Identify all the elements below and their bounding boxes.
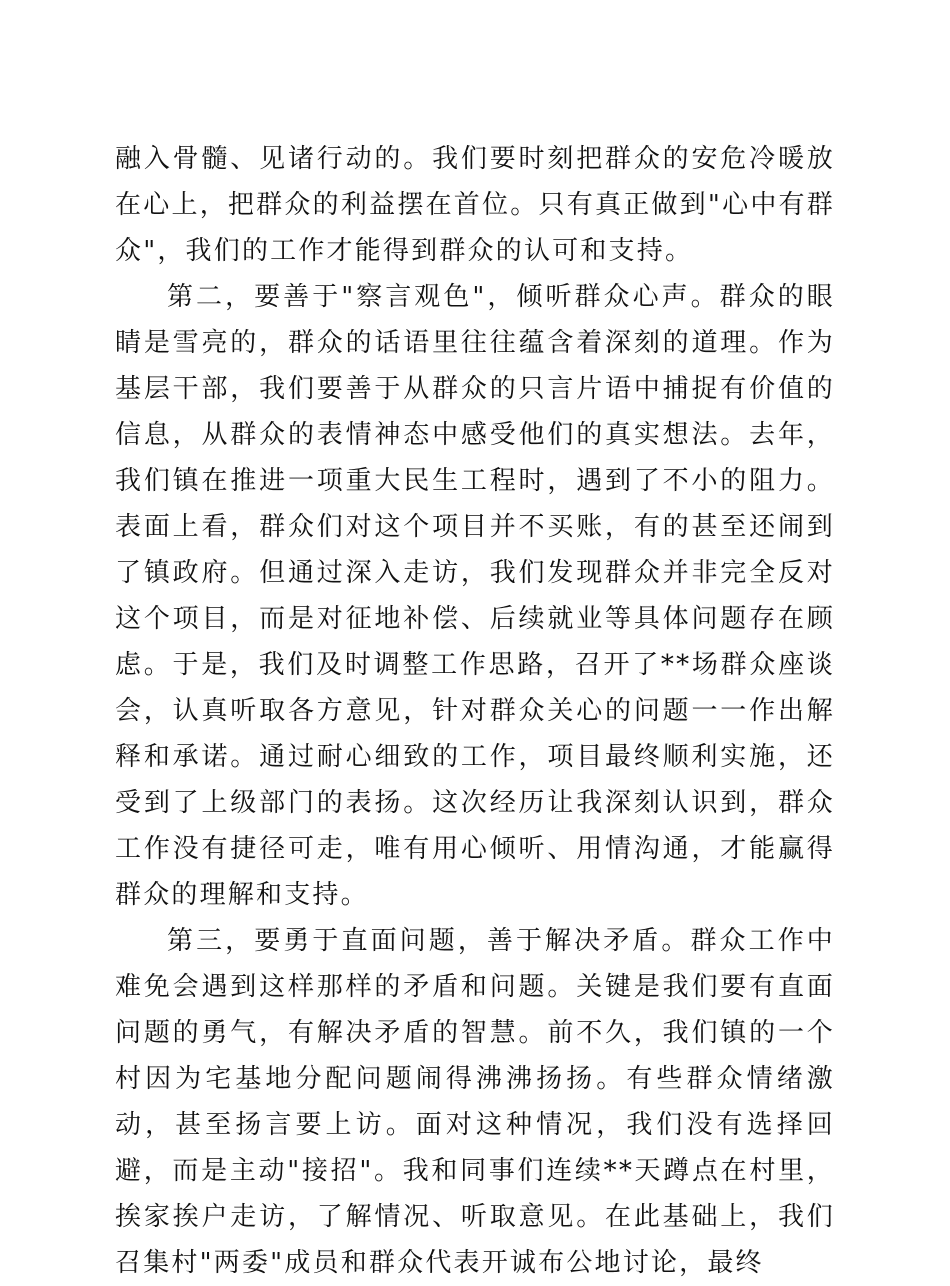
paragraph-second-point: 第二，要善于"察言观色"，倾听群众心声。群众的眼睛是雪亮的，群众的话语里往往蕴含着深刻的道理。作为基层干部，我们要善于从群众的只言片语中捕捉有价值的信息，从群众的表情神态中感受他们的真实想法。去年，我们镇在推进一项重大民生工程时，遇到了不小的阻力。表面上看，群众们对这个项目并不买账，有的甚至还闹到了镇政府。但通过深入走访，我们发现群众并非完全反对这个项目，而是对征地补偿、后续就业等具体问题存在顾虑。于是，我们及时调整工作思路，召开了**场群众座谈会，认真听取各方意见，针对群众关心的问题一一作出解释和承诺。通过耐心细致的工作，项目最终顺利实施，还受到了上级部门的表扬。这次经历让我深刻认识到，群众工作没有捷径可走，唯有用心倾听、用情沟通，才能赢得群众的理解和支持。	[115, 282, 835, 910]
paragraph-third-point: 第三，要勇于直面问题，善于解决矛盾。群众工作中难免会遇到这样那样的矛盾和问题。关键是我们要有直面问题的勇气，有解决矛盾的智慧。前不久，我们镇的一个村因为宅基地分配问题闹得沸沸扬扬。有些群众情绪激动，甚至扬言要上访。面对这种情况，我们没有选择回避，而是主动"接招"。我和同事们连续**天蹲点在村里，挨家挨户走访，了解情况、听取意见。在此基础上，我们召集村"两委"成员和群众代表开诚布公地讨论，最终	[115, 926, 835, 1278]
document-body	[115, 136, 835, 1286]
paragraph-continuation: 融入骨髓、见诸行动的。我们要时刻把群众的安危冷暖放在心上，把群众的利益摆在首位。只有真正做到"心中有群众"，我们的工作才能得到群众的认可和支持。	[115, 144, 835, 266]
